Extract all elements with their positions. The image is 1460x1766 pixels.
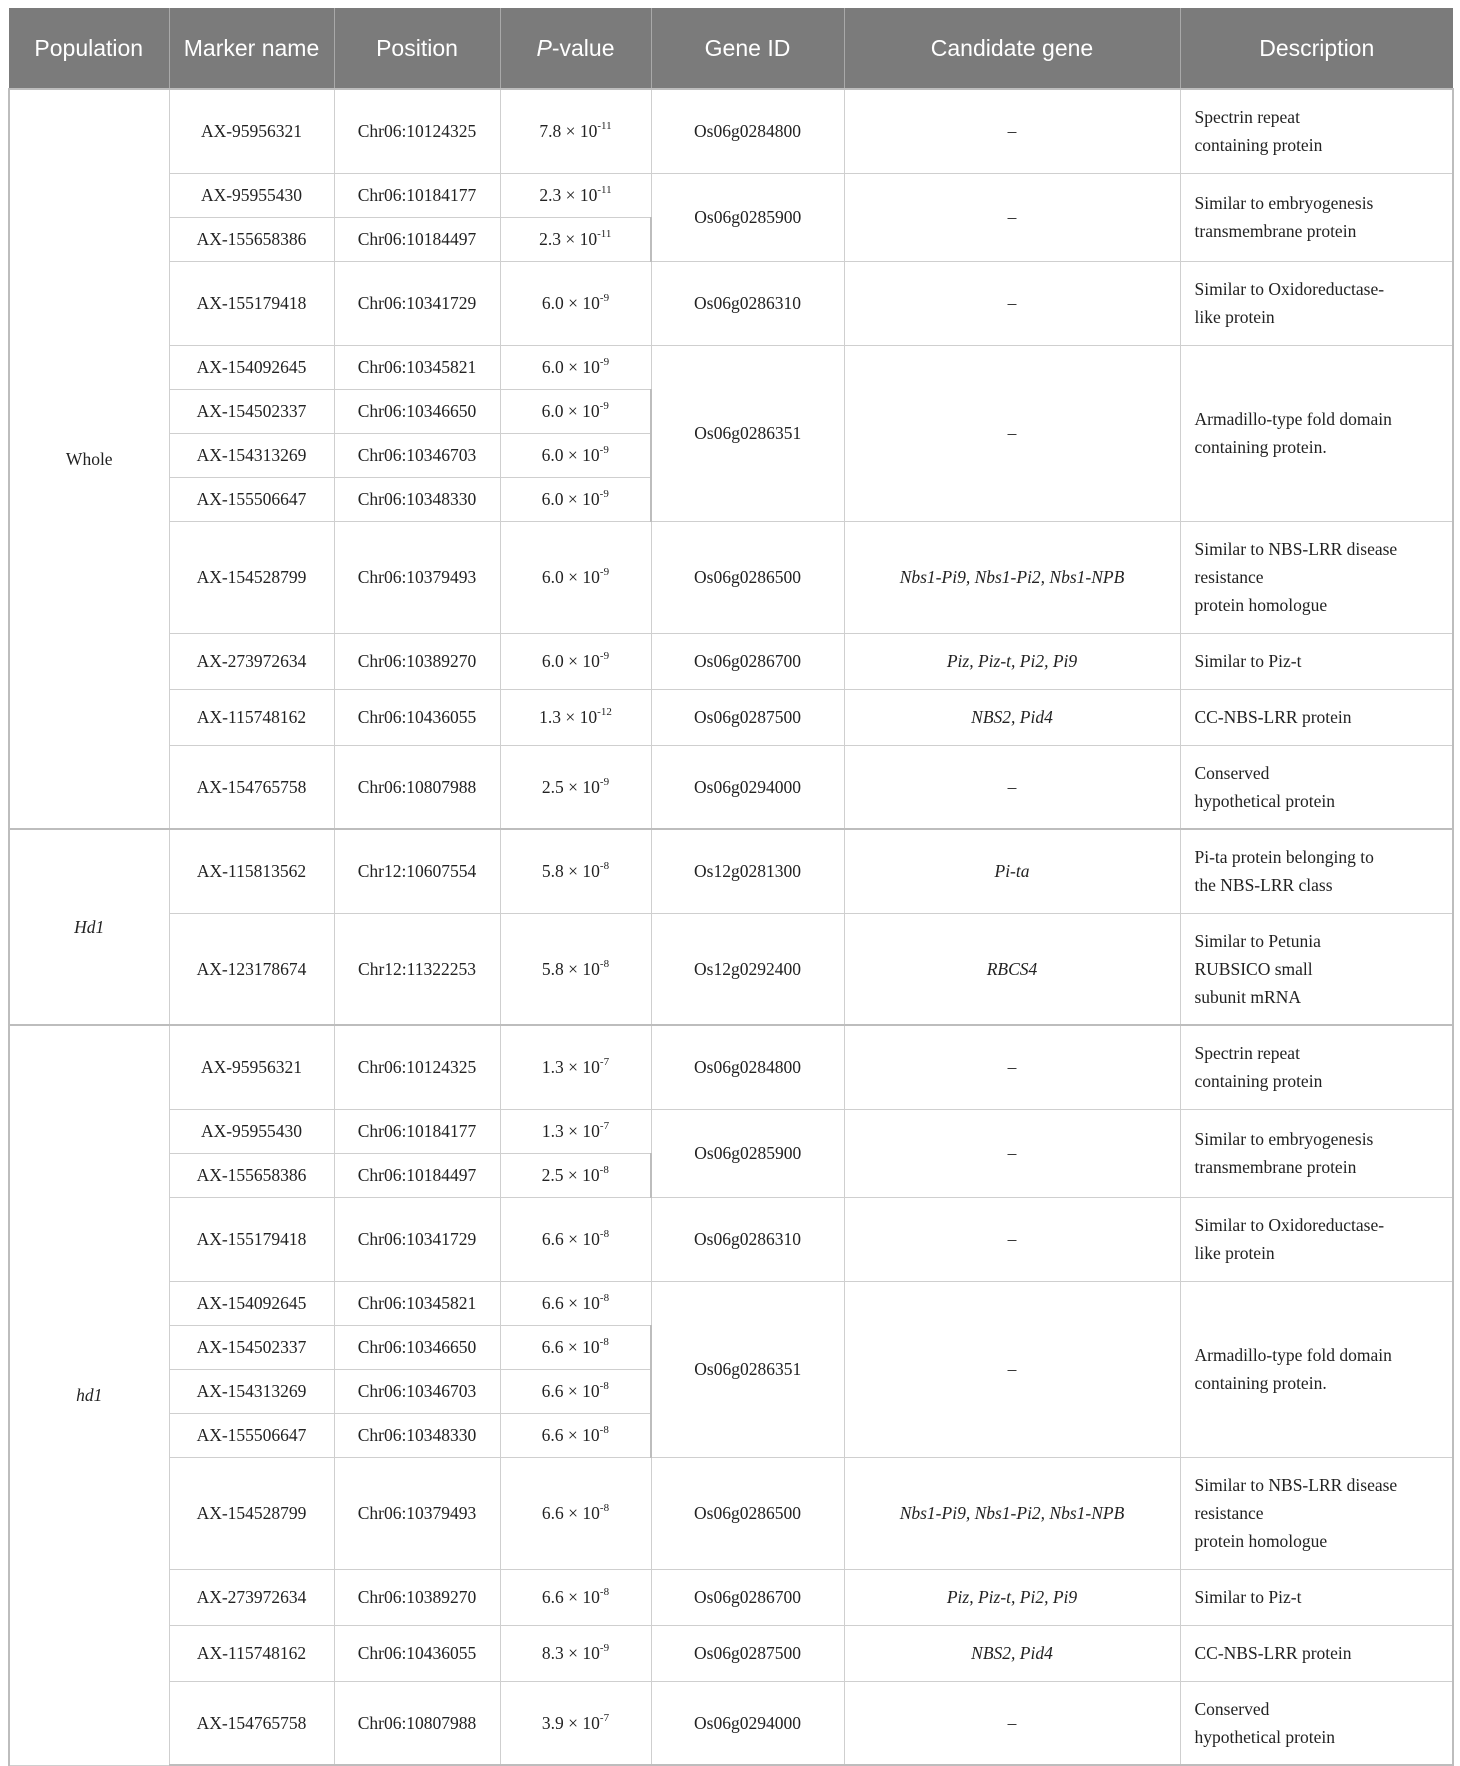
- table-row: [9, 913, 1453, 1025]
- p-value-cell: [500, 913, 651, 1025]
- marker-name-cell: AX-123178674: [169, 913, 334, 1025]
- p-value-times: × 10: [563, 1381, 600, 1401]
- description-cell: [1180, 261, 1453, 345]
- marker-name-cell: AX-154528799: [169, 1457, 334, 1569]
- p-value-exponent: -11: [597, 120, 612, 133]
- p-value-mantissa: 1.3: [541, 1057, 564, 1078]
- candidate-gene-cell: –: [844, 1197, 1180, 1281]
- position-cell: Chr06:10345821: [334, 1281, 500, 1325]
- p-value-cell: [500, 1325, 651, 1369]
- gene-id-cell: Os06g0287500: [651, 1625, 844, 1681]
- candidate-gene-cell: –: [844, 89, 1180, 173]
- p-value-exponent: -9: [599, 566, 610, 578]
- marker-name-cell: AX-115813562: [169, 829, 334, 913]
- p-value-exponent: -9: [599, 650, 610, 662]
- p-value-mantissa: 1.3: [541, 1121, 564, 1141]
- p-value-exponent: -9: [599, 488, 609, 500]
- description-cell: [1180, 173, 1453, 261]
- description-cell: [1180, 1025, 1453, 1109]
- population-cell: Whole: [9, 89, 169, 829]
- marker-name-cell: AX-155506647: [169, 477, 334, 521]
- description-line: Armadillo-type fold domain: [1194, 409, 1392, 429]
- header-marker-name: Marker name: [169, 8, 334, 89]
- header-p-value: [500, 8, 651, 89]
- position-cell: Chr06:10124325: [334, 1025, 500, 1109]
- p-value-mantissa: 6.6: [541, 1229, 564, 1249]
- p-value-times: × 10: [561, 121, 598, 142]
- p-value-exponent: -8: [599, 1586, 610, 1598]
- position-cell: Chr12:10607554: [334, 829, 500, 913]
- position-cell: Chr06:10346650: [334, 1325, 500, 1369]
- p-value-mantissa: 6.6: [541, 1587, 564, 1607]
- p-value-times: × 10: [563, 651, 600, 671]
- position-cell: Chr06:10346703: [334, 1369, 500, 1413]
- table-row: [9, 1025, 1453, 1109]
- description-line: CC-NBS-LRR protein: [1194, 1643, 1352, 1663]
- description-line: RUBSICO small: [1194, 958, 1313, 979]
- p-value-exponent: -8: [599, 1292, 610, 1304]
- p-value-cell: [500, 389, 651, 433]
- marker-name-cell: AX-154502337: [169, 389, 334, 433]
- p-value-exponent: -8: [599, 957, 610, 970]
- p-value-times: × 10: [563, 1293, 600, 1313]
- description-cell: [1180, 1625, 1453, 1681]
- population-cell: hd1: [9, 1025, 169, 1765]
- p-value-times: × 10: [563, 489, 600, 509]
- marker-name-cell: AX-115748162: [169, 689, 334, 745]
- gene-id-cell: Os06g0286700: [651, 633, 844, 689]
- p-value-cell: [500, 829, 651, 913]
- table-row: [9, 1281, 1453, 1325]
- p-value-cell: [500, 1197, 651, 1281]
- description-line: containing protein: [1194, 1071, 1323, 1092]
- header-row: [9, 8, 1453, 89]
- position-cell: Chr06:10379493: [334, 1457, 500, 1569]
- p-value-exponent: -8: [599, 1336, 609, 1348]
- p-value-exponent: -8: [599, 1228, 610, 1240]
- gene-id-cell: Os06g0286310: [651, 261, 844, 345]
- position-cell: Chr06:10346650: [334, 389, 500, 433]
- p-value-times: × 10: [563, 445, 600, 465]
- marker-name-cell: AX-95955430: [169, 1109, 334, 1153]
- description-cell: [1180, 1569, 1453, 1625]
- header-p-value-italic: P: [536, 34, 552, 61]
- description-cell: [1180, 89, 1453, 173]
- table-row: [9, 345, 1453, 389]
- description-cell: [1180, 1281, 1453, 1457]
- description-cell: [1180, 913, 1453, 1025]
- p-value-cell: [500, 689, 651, 745]
- header-p-value-suffix: -value: [551, 34, 615, 61]
- description-line: containing protein.: [1194, 1373, 1327, 1393]
- p-value-times: × 10: [563, 1425, 600, 1445]
- position-cell: Chr06:10348330: [334, 1413, 500, 1457]
- position-cell: Chr06:10184177: [334, 173, 500, 217]
- description-line: Similar to NBS-LRR disease: [1194, 1475, 1398, 1495]
- description-line: protein homologue: [1194, 595, 1328, 615]
- description-line: containing protein.: [1194, 437, 1327, 457]
- gene-id-cell: Os06g0286310: [651, 1197, 844, 1281]
- position-cell: Chr06:10807988: [334, 745, 500, 829]
- candidate-gene-cell: Pi-ta: [844, 829, 1180, 913]
- p-value-cell: [500, 477, 651, 521]
- table-row: [9, 1109, 1453, 1153]
- p-value-exponent: -7: [599, 1056, 610, 1069]
- marker-name-cell: AX-154313269: [169, 433, 334, 477]
- table-row: [9, 1457, 1453, 1569]
- p-value-times: × 10: [560, 229, 598, 249]
- p-value-mantissa: 5.8: [541, 958, 564, 979]
- p-value-times: × 10: [563, 776, 600, 797]
- gene-id-cell: Os06g0286500: [651, 521, 844, 633]
- p-value-times: × 10: [563, 1121, 600, 1141]
- gene-id-cell: Os06g0286700: [651, 1569, 844, 1625]
- p-value-times: × 10: [561, 707, 598, 727]
- gene-id-cell: Os12g0292400: [651, 913, 844, 1025]
- p-value-cell: [500, 433, 651, 477]
- gene-id-cell: Os06g0287500: [651, 689, 844, 745]
- candidate-gene-cell: NBS2, Pid4: [844, 1625, 1180, 1681]
- candidate-gene-cell: –: [844, 261, 1180, 345]
- p-value-mantissa: 6.6: [541, 1293, 564, 1313]
- candidate-gene-cell: NBS2, Pid4: [844, 689, 1180, 745]
- table-row: [9, 261, 1453, 345]
- p-value-mantissa: 6.6: [541, 1381, 564, 1401]
- p-value-exponent: -9: [599, 444, 609, 456]
- p-value-mantissa: 6.6: [541, 1425, 564, 1445]
- table-row: [9, 89, 1453, 173]
- gene-id-cell: Os06g0285900: [651, 1109, 844, 1197]
- description-line: hypothetical protein: [1194, 790, 1335, 811]
- candidate-gene-cell: –: [844, 1281, 1180, 1457]
- p-value-mantissa: 1.3: [539, 707, 562, 727]
- description-line: transmembrane protein: [1194, 221, 1357, 241]
- p-value-mantissa: 2.5: [541, 1165, 564, 1185]
- candidate-gene-cell: –: [844, 173, 1180, 261]
- candidate-gene-cell: –: [844, 745, 1180, 829]
- position-cell: Chr06:10346703: [334, 433, 500, 477]
- marker-name-cell: AX-273972634: [169, 1569, 334, 1625]
- p-value-cell: [500, 261, 651, 345]
- table-row: [9, 829, 1453, 913]
- gene-id-cell: Os06g0286500: [651, 1457, 844, 1569]
- marker-name-cell: AX-95956321: [169, 89, 334, 173]
- p-value-mantissa: 2.3: [539, 229, 561, 249]
- p-value-exponent: -11: [597, 228, 612, 240]
- p-value-cell: [500, 1369, 651, 1413]
- description-line: Similar to NBS-LRR disease: [1194, 539, 1398, 559]
- p-value-mantissa: 3.9: [541, 1712, 564, 1733]
- table-container: [8, 8, 1452, 1766]
- p-value-mantissa: 7.8: [539, 121, 562, 142]
- table-row: [9, 689, 1453, 745]
- p-value-mantissa: 6.0: [541, 651, 564, 671]
- position-cell: Chr06:10184177: [334, 1109, 500, 1153]
- description-cell: [1180, 521, 1453, 633]
- p-value-exponent: -11: [597, 184, 612, 196]
- table-body: [9, 89, 1453, 1765]
- p-value-mantissa: 6.0: [541, 567, 564, 587]
- candidate-gene-cell: –: [844, 1681, 1180, 1765]
- p-value-times: × 10: [563, 401, 600, 421]
- p-value-exponent: -12: [597, 706, 612, 718]
- description-cell: [1180, 1109, 1453, 1197]
- p-value-cell: [500, 1153, 651, 1197]
- p-value-cell: [500, 173, 651, 217]
- position-cell: Chr06:10389270: [334, 1569, 500, 1625]
- p-value-cell: [500, 1625, 651, 1681]
- description-line: CC-NBS-LRR protein: [1194, 707, 1352, 727]
- p-value-exponent: -7: [599, 1120, 610, 1132]
- header-gene-id: Gene ID: [651, 8, 844, 89]
- marker-name-cell: AX-273972634: [169, 633, 334, 689]
- gene-id-cell: Os06g0286351: [651, 345, 844, 521]
- p-value-times: × 10: [563, 1057, 600, 1078]
- table-row: [9, 1625, 1453, 1681]
- p-value-mantissa: 6.6: [541, 1503, 564, 1523]
- p-value-cell: [500, 1457, 651, 1569]
- gene-id-cell: Os06g0294000: [651, 1681, 844, 1765]
- p-value-cell: [500, 1281, 651, 1325]
- p-value-cell: [500, 521, 651, 633]
- header-population: Population: [9, 8, 169, 89]
- position-cell: Chr06:10807988: [334, 1681, 500, 1765]
- marker-name-cell: AX-155179418: [169, 1197, 334, 1281]
- position-cell: Chr06:10341729: [334, 1197, 500, 1281]
- table-row: [9, 1681, 1453, 1765]
- description-line: Similar to embryogenesis: [1194, 1129, 1374, 1149]
- description-cell: [1180, 1197, 1453, 1281]
- p-value-exponent: -9: [599, 292, 610, 304]
- marker-name-cell: AX-154765758: [169, 1681, 334, 1765]
- p-value-mantissa: 6.0: [541, 489, 564, 509]
- description-line: Similar to embryogenesis: [1194, 193, 1374, 213]
- p-value-cell: [500, 633, 651, 689]
- description-cell: [1180, 633, 1453, 689]
- description-line: Armadillo-type fold domain: [1194, 1345, 1392, 1365]
- candidate-gene-cell: Nbs1-Pi9, Nbs1-Pi2, Nbs1-NPB: [844, 1457, 1180, 1569]
- position-cell: Chr06:10348330: [334, 477, 500, 521]
- p-value-mantissa: 6.0: [541, 401, 564, 421]
- p-value-cell: [500, 1109, 651, 1153]
- marker-name-cell: AX-154765758: [169, 745, 334, 829]
- p-value-times: × 10: [563, 861, 600, 882]
- marker-name-cell: AX-154092645: [169, 1281, 334, 1325]
- marker-name-cell: AX-155658386: [169, 1153, 334, 1197]
- p-value-exponent: -8: [599, 1380, 609, 1392]
- p-value-cell: [500, 1025, 651, 1109]
- p-value-times: × 10: [563, 1337, 600, 1357]
- description-cell: [1180, 829, 1453, 913]
- p-value-times: × 10: [563, 1643, 600, 1663]
- marker-name-cell: AX-154502337: [169, 1325, 334, 1369]
- p-value-cell: [500, 1681, 651, 1765]
- description-line: Conserved: [1194, 762, 1270, 783]
- marker-name-cell: AX-154092645: [169, 345, 334, 389]
- p-value-exponent: -8: [599, 1424, 609, 1436]
- description-line: hypothetical protein: [1194, 1726, 1335, 1747]
- candidate-gene-cell: Piz, Piz-t, Pi2, Pi9: [844, 1569, 1180, 1625]
- candidate-gene-cell: –: [844, 345, 1180, 521]
- header-position: Position: [334, 8, 500, 89]
- position-cell: Chr06:10379493: [334, 521, 500, 633]
- position-cell: Chr06:10389270: [334, 633, 500, 689]
- description-line: resistance: [1194, 1503, 1264, 1523]
- p-value-cell: [500, 1413, 651, 1457]
- description-line: Spectrin repeat: [1194, 1043, 1300, 1064]
- description-cell: [1180, 345, 1453, 521]
- p-value-mantissa: 6.6: [541, 1337, 564, 1357]
- p-value-mantissa: 6.0: [541, 293, 564, 313]
- p-value-cell: [500, 1569, 651, 1625]
- p-value-exponent: -8: [599, 1164, 609, 1176]
- p-value-mantissa: 2.5: [541, 776, 564, 797]
- header-description: Description: [1180, 8, 1453, 89]
- p-value-exponent: -9: [599, 775, 610, 788]
- marker-name-cell: AX-95956321: [169, 1025, 334, 1109]
- p-value-times: × 10: [563, 293, 600, 313]
- results-table: [8, 8, 1454, 1766]
- p-value-exponent: -8: [599, 860, 610, 873]
- position-cell: Chr06:10184497: [334, 1153, 500, 1197]
- description-line: Similar to Piz-t: [1194, 1587, 1302, 1607]
- candidate-gene-cell: Piz, Piz-t, Pi2, Pi9: [844, 633, 1180, 689]
- p-value-mantissa: 2.3: [539, 185, 562, 205]
- p-value-exponent: -7: [599, 1711, 610, 1724]
- p-value-times: × 10: [563, 958, 600, 979]
- candidate-gene-cell: –: [844, 1025, 1180, 1109]
- description-line: Similar to Petunia: [1194, 930, 1321, 951]
- table-row: [9, 521, 1453, 633]
- description-cell: [1180, 1457, 1453, 1569]
- p-value-mantissa: 6.0: [541, 445, 564, 465]
- p-value-exponent: -9: [599, 356, 610, 368]
- position-cell: Chr06:10184497: [334, 217, 500, 261]
- table-header: [9, 8, 1453, 89]
- candidate-gene-cell: RBCS4: [844, 913, 1180, 1025]
- description-cell: [1180, 1681, 1453, 1765]
- p-value-times: × 10: [563, 1165, 600, 1185]
- table-row: [9, 745, 1453, 829]
- position-cell: Chr06:10436055: [334, 1625, 500, 1681]
- marker-name-cell: AX-155658386: [169, 217, 334, 261]
- gene-id-cell: Os06g0294000: [651, 745, 844, 829]
- description-line: Conserved: [1194, 1698, 1270, 1719]
- position-cell: Chr06:10124325: [334, 89, 500, 173]
- description-line: subunit mRNA: [1194, 986, 1301, 1007]
- p-value-exponent: -9: [599, 1642, 610, 1654]
- description-line: protein homologue: [1194, 1531, 1328, 1551]
- p-value-mantissa: 8.3: [541, 1643, 564, 1663]
- description-line: Pi-ta protein belonging to: [1194, 847, 1374, 868]
- p-value-cell: [500, 345, 651, 389]
- description-line: Similar to Oxidoreductase-: [1194, 279, 1385, 299]
- p-value-times: × 10: [563, 1229, 600, 1249]
- marker-name-cell: AX-155506647: [169, 1413, 334, 1457]
- description-line: Spectrin repeat: [1194, 107, 1300, 128]
- description-line: the NBS-LRR class: [1194, 875, 1333, 896]
- candidate-gene-cell: –: [844, 1109, 1180, 1197]
- marker-name-cell: AX-115748162: [169, 1625, 334, 1681]
- p-value-times: × 10: [563, 1587, 600, 1607]
- description-line: containing protein: [1194, 135, 1323, 156]
- gene-id-cell: Os06g0284800: [651, 1025, 844, 1109]
- p-value-cell: [500, 89, 651, 173]
- p-value-times: × 10: [563, 1712, 600, 1733]
- table-row: [9, 173, 1453, 217]
- position-cell: Chr12:11322253: [334, 913, 500, 1025]
- p-value-times: × 10: [563, 357, 600, 377]
- p-value-mantissa: 5.8: [541, 861, 564, 882]
- position-cell: Chr06:10345821: [334, 345, 500, 389]
- description-line: resistance: [1194, 567, 1264, 587]
- p-value-times: × 10: [561, 185, 598, 205]
- p-value-mantissa: 6.0: [541, 357, 564, 377]
- marker-name-cell: AX-154528799: [169, 521, 334, 633]
- description-cell: [1180, 689, 1453, 745]
- marker-name-cell: AX-155179418: [169, 261, 334, 345]
- population-cell: Hd1: [9, 829, 169, 1025]
- p-value-cell: [500, 745, 651, 829]
- p-value-times: × 10: [563, 567, 600, 587]
- gene-id-cell: Os12g0281300: [651, 829, 844, 913]
- position-cell: Chr06:10341729: [334, 261, 500, 345]
- gene-id-cell: Os06g0284800: [651, 89, 844, 173]
- description-line: transmembrane protein: [1194, 1157, 1357, 1177]
- marker-name-cell: AX-95955430: [169, 173, 334, 217]
- position-cell: Chr06:10436055: [334, 689, 500, 745]
- table-row: [9, 1569, 1453, 1625]
- gene-id-cell: Os06g0285900: [651, 173, 844, 261]
- table-row: [9, 633, 1453, 689]
- description-line: like protein: [1194, 307, 1275, 327]
- table-row: [9, 1197, 1453, 1281]
- gene-id-cell: Os06g0286351: [651, 1281, 844, 1457]
- marker-name-cell: AX-154313269: [169, 1369, 334, 1413]
- description-line: Similar to Piz-t: [1194, 651, 1302, 671]
- description-cell: [1180, 745, 1453, 829]
- p-value-exponent: -9: [599, 400, 609, 412]
- p-value-cell: [500, 217, 651, 261]
- description-line: like protein: [1194, 1243, 1275, 1263]
- p-value-times: × 10: [563, 1503, 600, 1523]
- header-candidate-gene: Candidate gene: [844, 8, 1180, 89]
- description-line: Similar to Oxidoreductase-: [1194, 1215, 1385, 1235]
- p-value-exponent: -8: [599, 1502, 610, 1514]
- candidate-gene-cell: Nbs1-Pi9, Nbs1-Pi2, Nbs1-NPB: [844, 521, 1180, 633]
